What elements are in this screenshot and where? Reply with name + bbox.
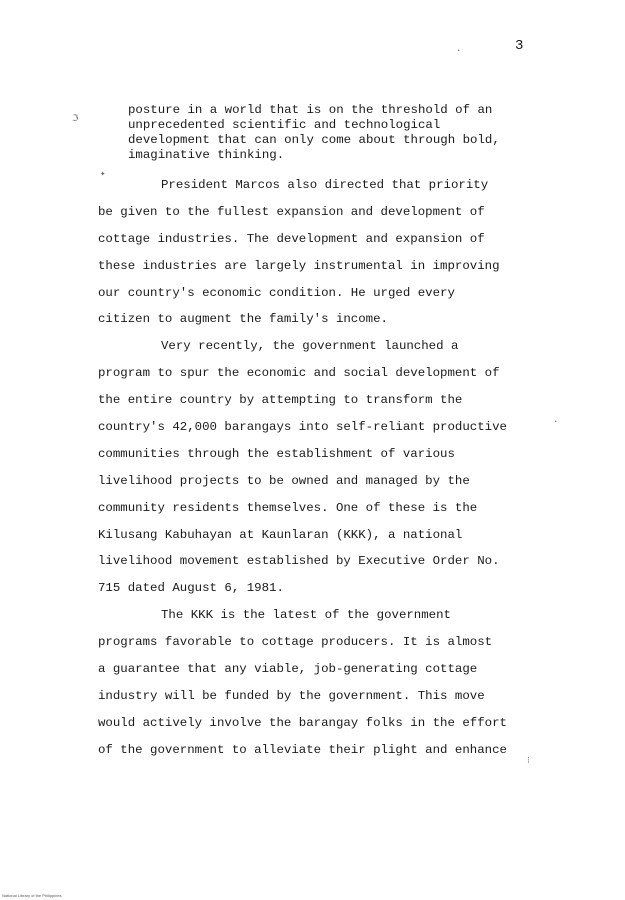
- scan-speck-icon: ✦: [100, 169, 106, 179]
- quote-line: posture in a world that is on the threshold of an: [128, 103, 493, 117]
- paragraph-line: the entire country by attempting to transform the: [98, 393, 463, 408]
- quote-line: imaginative thinking.: [128, 148, 285, 162]
- paragraph-line: The KKK is the latest of the government: [161, 608, 451, 623]
- paragraph-line: programs favorable to cottage producers. It is almost: [98, 635, 493, 650]
- paragraph-line: President Marcos also directed that priority: [161, 178, 489, 192]
- scan-speck-icon: ℑ: [72, 114, 79, 124]
- paragraph-line: country's 42,000 barangays into self-reliant productive: [98, 420, 507, 435]
- paragraph-line: program to spur the economic and social development of: [98, 366, 500, 381]
- paragraph-line: communities through the establishment of various: [98, 446, 455, 461]
- paragraph-line: Kilusang Kabuhayan at Kaunlaran (KKK), a national: [98, 527, 463, 542]
- paragraph-line: citizen to augment the family's income.: [98, 312, 388, 327]
- scan-speck-icon: ·: [456, 46, 462, 56]
- footer-credit: National Library of the Philippines: [2, 893, 62, 898]
- quote-line: development that can only come about through bold,: [128, 133, 500, 147]
- paragraph-line: community residents themselves. One of these is the: [98, 500, 478, 515]
- paragraph-line: livelihood projects to be owned and managed by the: [98, 473, 470, 488]
- paragraph-line: be given to the fullest expansion and development of: [98, 204, 485, 219]
- paragraph-line: industry will be funded by the government. This move: [98, 688, 485, 703]
- paragraph-line: our country's economic condition. He urged every: [98, 285, 455, 300]
- paragraph-line: Very recently, the government launched a: [161, 339, 459, 354]
- paragraph-line: these industries are largely instrumental in improving: [98, 258, 500, 273]
- paragraph-line: livelihood movement established by Executive Order No.: [98, 554, 500, 569]
- quote-line: unprecedented scientific and technological: [128, 118, 441, 132]
- scan-speck-icon: ·: [553, 417, 559, 427]
- paragraph-line: cottage industries. The development and expansion of: [98, 231, 485, 246]
- body-text: [98, 172, 578, 764]
- paragraph-line: would actively involve the barangay folks in the effort: [98, 715, 507, 730]
- scan-speck-icon: ⁝: [527, 756, 530, 766]
- paragraph-line: a guarantee that any viable, job-generating cottage: [98, 662, 478, 677]
- page-number: 3: [515, 38, 524, 54]
- block-quote: [128, 103, 558, 163]
- paragraph-line: of the government to alleviate their plight and enhance: [98, 742, 507, 757]
- paragraph-line: 715 dated August 6, 1981.: [98, 581, 284, 596]
